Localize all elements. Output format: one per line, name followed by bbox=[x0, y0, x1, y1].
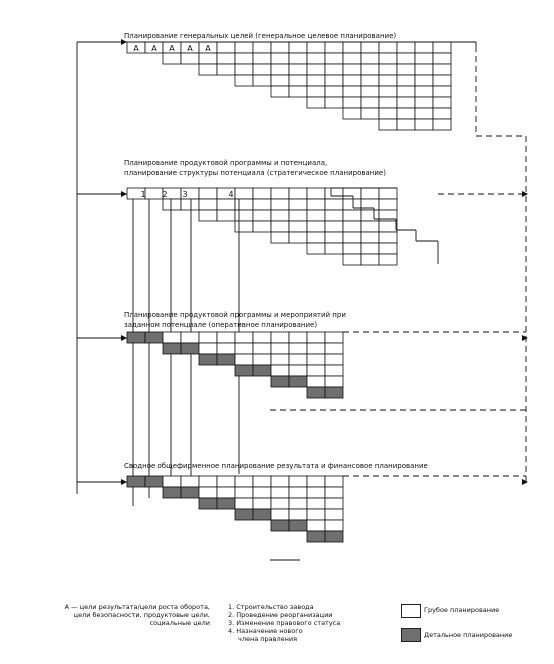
strategic-planning-cell bbox=[325, 232, 343, 243]
goal-planning-cell bbox=[433, 75, 451, 86]
goal-planning-cell bbox=[343, 75, 361, 86]
strategic-planning-cell bbox=[307, 221, 325, 232]
goal-planning-cell bbox=[361, 42, 379, 53]
goal-planning-cell bbox=[271, 75, 289, 86]
operative-planning-cell bbox=[289, 365, 307, 376]
strategic-planning-cell bbox=[307, 199, 325, 210]
strategic-planning-cell bbox=[361, 232, 379, 243]
strategic-planning-cell bbox=[325, 221, 343, 232]
consolidated-planning-cell bbox=[271, 520, 289, 531]
consolidated-planning-cell bbox=[181, 476, 199, 487]
operative-planning-cell bbox=[253, 332, 271, 343]
goal-planning-cell bbox=[307, 53, 325, 64]
consolidated-planning-cell bbox=[307, 498, 325, 509]
goal-planning-cell bbox=[289, 75, 307, 86]
goal-planning-cell bbox=[433, 42, 451, 53]
legend-measure-item: 4. Назначение нового bbox=[228, 627, 303, 635]
strategic-planning-cell bbox=[325, 199, 343, 210]
legend-goals bbox=[30, 603, 210, 627]
strategic-column-label: 4 bbox=[228, 190, 234, 199]
goal-planning-cell bbox=[343, 53, 361, 64]
strategic-planning-cell bbox=[343, 210, 361, 221]
operative-planning-cell bbox=[145, 332, 163, 343]
goal-planning-cell bbox=[253, 75, 271, 86]
strategic-planning-cell bbox=[289, 210, 307, 221]
goal-column-label: A bbox=[133, 44, 139, 53]
legend-measures bbox=[228, 603, 340, 643]
goal-planning-cell bbox=[343, 97, 361, 108]
legend-goals-line: А — цели результата/цели роста оборота, bbox=[64, 603, 210, 611]
strategic-planning-cell bbox=[361, 188, 379, 199]
goal-planning-cell bbox=[307, 75, 325, 86]
goal-column-label: A bbox=[151, 44, 157, 53]
strategic-planning-cell bbox=[253, 199, 271, 210]
goal-planning-cell bbox=[415, 53, 433, 64]
goal-column-label: A bbox=[187, 44, 193, 53]
consolidated-planning-cell bbox=[217, 476, 235, 487]
operative-planning-cell bbox=[307, 376, 325, 387]
consolidated-planning-cell bbox=[289, 498, 307, 509]
strategic-planning-cell bbox=[181, 199, 199, 210]
strategic-planning-cell bbox=[271, 188, 289, 199]
consolidated-planning-cell bbox=[199, 487, 217, 498]
goal-planning-cell bbox=[289, 42, 307, 53]
goal-planning-cell bbox=[415, 108, 433, 119]
goal-planning-cell bbox=[433, 119, 451, 130]
strategic-planning-cell bbox=[199, 188, 217, 199]
detailed-planning-swatch bbox=[401, 628, 421, 642]
goal-planning-cell bbox=[397, 42, 415, 53]
consolidated-planning-cell bbox=[163, 476, 181, 487]
goal-column-label: A bbox=[205, 44, 211, 53]
goal-planning-cell bbox=[235, 42, 253, 53]
goal-planning-cell bbox=[433, 64, 451, 75]
strategic-planning-cell bbox=[379, 243, 397, 254]
section-4-title: Сводное общефирменное планирование результата и финансовое планирование bbox=[124, 462, 428, 470]
consolidated-planning-cell bbox=[253, 487, 271, 498]
goal-planning-cell bbox=[325, 42, 343, 53]
goal-planning-cell bbox=[343, 108, 361, 119]
strategic-planning-cell bbox=[271, 199, 289, 210]
operative-planning-cell bbox=[271, 354, 289, 365]
goal-planning-cell bbox=[163, 53, 181, 64]
consolidated-planning-cell bbox=[289, 520, 307, 531]
goal-planning-cell bbox=[415, 86, 433, 97]
legend-goals-line: цели безопасности, продуктовые цели, bbox=[73, 611, 210, 619]
goal-planning-cell bbox=[343, 42, 361, 53]
consolidated-planning-cell bbox=[307, 476, 325, 487]
strategic-planning-cell bbox=[163, 199, 181, 210]
strategic-planning-cell bbox=[199, 199, 217, 210]
operative-planning-cell bbox=[289, 332, 307, 343]
strategic-planning-cell bbox=[271, 210, 289, 221]
operative-planning-cell bbox=[181, 332, 199, 343]
strategic-planning-cell bbox=[361, 243, 379, 254]
operative-planning-cell bbox=[289, 343, 307, 354]
goal-planning-cell bbox=[289, 86, 307, 97]
strategic-planning-cell bbox=[379, 254, 397, 265]
strategic-planning-cell bbox=[289, 221, 307, 232]
consolidated-planning-cell bbox=[307, 531, 325, 542]
goal-planning-cell bbox=[433, 97, 451, 108]
goal-planning-cell bbox=[343, 64, 361, 75]
goal-planning-cell bbox=[235, 53, 253, 64]
operative-planning-cell bbox=[271, 343, 289, 354]
strategic-planning-cell bbox=[307, 188, 325, 199]
consolidated-planning-cell bbox=[217, 498, 235, 509]
goal-planning-cell bbox=[433, 86, 451, 97]
legend-goals-line: социальные цели bbox=[149, 619, 210, 627]
operative-planning-cell bbox=[271, 365, 289, 376]
goal-planning-cell bbox=[379, 97, 397, 108]
goal-planning-cell bbox=[253, 53, 271, 64]
operative-planning-cell bbox=[307, 387, 325, 398]
strategic-planning-cell bbox=[379, 221, 397, 232]
goal-planning-cell bbox=[379, 119, 397, 130]
goal-planning-cell bbox=[397, 108, 415, 119]
goal-planning-cell bbox=[361, 86, 379, 97]
consolidated-planning-cell bbox=[325, 498, 343, 509]
legend-measure-item: 3. Изменение правового статуса bbox=[228, 619, 341, 627]
goal-planning-cell bbox=[181, 53, 199, 64]
operative-planning-cell bbox=[217, 343, 235, 354]
goal-planning-cell bbox=[271, 86, 289, 97]
goal-planning-cell bbox=[307, 86, 325, 97]
operative-planning-cell bbox=[235, 354, 253, 365]
operative-planning-cell bbox=[163, 343, 181, 354]
rough-planning-label: Грубое планирование bbox=[424, 606, 500, 614]
goal-planning-cell bbox=[289, 53, 307, 64]
operative-planning-cell bbox=[307, 365, 325, 376]
consolidated-planning-cell bbox=[307, 520, 325, 531]
consolidated-planning-cell bbox=[271, 509, 289, 520]
strategic-planning-cell bbox=[217, 210, 235, 221]
operative-planning-cell bbox=[271, 376, 289, 387]
consolidated-planning-cell bbox=[235, 498, 253, 509]
consolidated-planning-cell bbox=[325, 509, 343, 520]
goal-planning-cell bbox=[379, 86, 397, 97]
operative-planning-cell bbox=[307, 343, 325, 354]
consolidated-planning-cell bbox=[289, 487, 307, 498]
operative-planning-cell bbox=[289, 376, 307, 387]
consolidated-planning-cell bbox=[289, 509, 307, 520]
goal-column-label: A bbox=[169, 44, 175, 53]
consolidated-planning-cell bbox=[217, 487, 235, 498]
operative-planning-cell bbox=[199, 332, 217, 343]
rough-planning-swatch bbox=[401, 604, 421, 618]
strategic-planning-cell bbox=[343, 232, 361, 243]
consolidated-planning-cell bbox=[271, 487, 289, 498]
consolidated-planning-cell bbox=[271, 476, 289, 487]
section-3-title: Планирование продуктовой программы и мероприятий при bbox=[124, 311, 346, 319]
feedback-arrow bbox=[121, 479, 127, 485]
goal-planning-cell bbox=[397, 119, 415, 130]
operative-planning-cell bbox=[325, 365, 343, 376]
strategic-column-label: 2 bbox=[162, 190, 168, 199]
goal-planning-cell bbox=[433, 108, 451, 119]
operative-planning-cell bbox=[217, 354, 235, 365]
goal-planning-cell bbox=[379, 108, 397, 119]
consolidated-planning-cell bbox=[289, 476, 307, 487]
strategic-planning-cell bbox=[307, 210, 325, 221]
consolidated-planning-cell bbox=[235, 509, 253, 520]
operative-planning-cell bbox=[325, 376, 343, 387]
goal-planning-cell bbox=[415, 97, 433, 108]
goal-planning-cell bbox=[325, 97, 343, 108]
goal-planning-cell bbox=[415, 119, 433, 130]
goal-planning-cell bbox=[325, 86, 343, 97]
strategic-planning-cell bbox=[325, 243, 343, 254]
operative-planning-cell bbox=[307, 332, 325, 343]
detailed-planning-label: Детальное планирование bbox=[424, 631, 513, 639]
section-3-subtitle: заданном потенциале (оперативное планирование) bbox=[124, 321, 318, 329]
goal-planning-cell bbox=[235, 75, 253, 86]
strategic-planning-cell bbox=[235, 210, 253, 221]
operative-planning-cell bbox=[217, 332, 235, 343]
operative-planning-cell bbox=[253, 365, 271, 376]
consolidated-planning-cell bbox=[307, 487, 325, 498]
strategic-column-label: 3 bbox=[182, 190, 188, 199]
strategic-planning-cell bbox=[325, 210, 343, 221]
goal-planning-cell bbox=[397, 86, 415, 97]
strategic-planning-cell bbox=[343, 221, 361, 232]
consolidated-planning-cell bbox=[325, 476, 343, 487]
operative-planning-cell bbox=[199, 354, 217, 365]
goal-planning-cell bbox=[307, 64, 325, 75]
strategic-planning-cell bbox=[379, 232, 397, 243]
consolidated-planning-cell bbox=[271, 498, 289, 509]
strategic-planning-cell bbox=[343, 188, 361, 199]
goal-planning-cell bbox=[271, 42, 289, 53]
goal-planning-cell bbox=[271, 64, 289, 75]
goal-planning-cell bbox=[307, 42, 325, 53]
strategic-planning-cell bbox=[343, 243, 361, 254]
goal-planning-cell bbox=[217, 53, 235, 64]
strategic-planning-cell bbox=[253, 221, 271, 232]
operative-planning-cell bbox=[325, 387, 343, 398]
strategic-planning-cell bbox=[253, 210, 271, 221]
goal-planning-cell bbox=[361, 75, 379, 86]
operative-planning-cell bbox=[253, 354, 271, 365]
consolidated-planning-cell bbox=[307, 509, 325, 520]
goal-planning-cell bbox=[361, 108, 379, 119]
goal-planning-cell bbox=[343, 86, 361, 97]
goal-planning-cell bbox=[325, 53, 343, 64]
goal-planning-cell bbox=[397, 97, 415, 108]
consolidated-planning-cell bbox=[199, 476, 217, 487]
operative-planning-cell bbox=[235, 332, 253, 343]
operative-output-arrow bbox=[522, 335, 528, 341]
consolidated-planning-cell bbox=[253, 476, 271, 487]
goal-planning-cell bbox=[325, 75, 343, 86]
section-2-subtitle: планирование структуры потенциала (стратегическое планирование) bbox=[124, 169, 386, 177]
goal-planning-cell bbox=[253, 42, 271, 53]
goal-planning-cell bbox=[217, 42, 235, 53]
strategic-planning-cell bbox=[253, 188, 271, 199]
operative-planning-cell bbox=[325, 332, 343, 343]
consolidated-output-arrow bbox=[522, 479, 528, 485]
strategic-planning-cell bbox=[145, 188, 163, 199]
goal-planning-cell bbox=[433, 53, 451, 64]
goal-planning-cell bbox=[379, 42, 397, 53]
consolidated-planning-cell bbox=[145, 476, 163, 487]
operative-planning-cell bbox=[253, 343, 271, 354]
operative-planning-cell bbox=[271, 332, 289, 343]
goal-planning-cell bbox=[397, 64, 415, 75]
operative-planning-cell bbox=[163, 332, 181, 343]
goal-planning-cell bbox=[361, 64, 379, 75]
strategic-planning-cell bbox=[289, 232, 307, 243]
goal-planning-cell bbox=[235, 64, 253, 75]
feedback-arrow bbox=[121, 191, 127, 197]
goal-planning-cell bbox=[397, 75, 415, 86]
goal-planning-cell bbox=[307, 97, 325, 108]
consolidated-planning-cell bbox=[325, 531, 343, 542]
goal-planning-cell bbox=[199, 64, 217, 75]
strategic-planning-cell bbox=[235, 199, 253, 210]
goal-planning-cell bbox=[271, 53, 289, 64]
strategic-output-arrow bbox=[522, 191, 528, 197]
legend-measure-item: члена правления bbox=[238, 635, 298, 643]
strategic-planning-cell bbox=[379, 199, 397, 210]
consolidated-planning-cell bbox=[199, 498, 217, 509]
goal-planning-cell bbox=[253, 64, 271, 75]
strategic-planning-cell bbox=[289, 188, 307, 199]
strategic-planning-cell bbox=[307, 232, 325, 243]
operative-planning-cell bbox=[325, 343, 343, 354]
operative-planning-cell bbox=[235, 365, 253, 376]
feedback-arrow bbox=[121, 335, 127, 341]
strategic-planning-cell bbox=[307, 243, 325, 254]
goal-planning-cell bbox=[325, 64, 343, 75]
consolidated-planning-cell bbox=[235, 476, 253, 487]
strategic-planning-cell bbox=[325, 188, 343, 199]
operative-planning-cell bbox=[127, 332, 145, 343]
strategic-column-label: 1 bbox=[140, 190, 146, 199]
goal-planning-cell bbox=[361, 97, 379, 108]
strategic-planning-cell bbox=[271, 232, 289, 243]
operative-planning-cell bbox=[199, 343, 217, 354]
goal-planning-cell bbox=[397, 53, 415, 64]
strategic-planning-cell bbox=[217, 199, 235, 210]
goal-planning-cell bbox=[289, 64, 307, 75]
operative-planning-cell bbox=[289, 354, 307, 365]
operative-planning-cell bbox=[181, 343, 199, 354]
goal-planning-cell bbox=[199, 53, 217, 64]
strategic-planning-cell bbox=[235, 188, 253, 199]
strategic-planning-cell bbox=[289, 199, 307, 210]
consolidated-planning-cell bbox=[253, 509, 271, 520]
operative-planning-cell bbox=[235, 343, 253, 354]
operative-planning-cell bbox=[325, 354, 343, 365]
strategic-planning-cell bbox=[235, 221, 253, 232]
strategic-planning-cell bbox=[379, 188, 397, 199]
strategic-planning-cell bbox=[271, 221, 289, 232]
section-1-title: Планирование генеральных целей (генеральное целевое планирование) bbox=[124, 32, 397, 40]
legend-measure-item: 1. Строительство завода bbox=[228, 603, 314, 611]
consolidated-planning-cell bbox=[253, 498, 271, 509]
consolidated-planning-cell bbox=[181, 487, 199, 498]
section-2-title: Планирование продуктовой программы и потенциала, bbox=[124, 159, 328, 167]
consolidated-planning-cell bbox=[235, 487, 253, 498]
consolidated-planning-cell bbox=[127, 476, 145, 487]
goal-planning-cell bbox=[379, 75, 397, 86]
goal-planning-cell bbox=[379, 64, 397, 75]
legend-measure-item: 2. Проведение реорганизации bbox=[228, 611, 333, 619]
goal-planning-cell bbox=[415, 64, 433, 75]
goal-planning-cell bbox=[415, 42, 433, 53]
strategic-planning-cell bbox=[343, 254, 361, 265]
consolidated-planning-cell bbox=[163, 487, 181, 498]
goal-planning-cell bbox=[379, 53, 397, 64]
strategic-planning-cell bbox=[361, 221, 379, 232]
consolidated-planning-cell bbox=[325, 520, 343, 531]
strategic-planning-cell bbox=[199, 210, 217, 221]
operative-planning-cell bbox=[307, 354, 325, 365]
goal-planning-cell bbox=[361, 53, 379, 64]
goal-planning-cell bbox=[415, 75, 433, 86]
consolidated-planning-cell bbox=[325, 487, 343, 498]
strategic-planning-cell bbox=[361, 254, 379, 265]
goal-planning-cell bbox=[217, 64, 235, 75]
